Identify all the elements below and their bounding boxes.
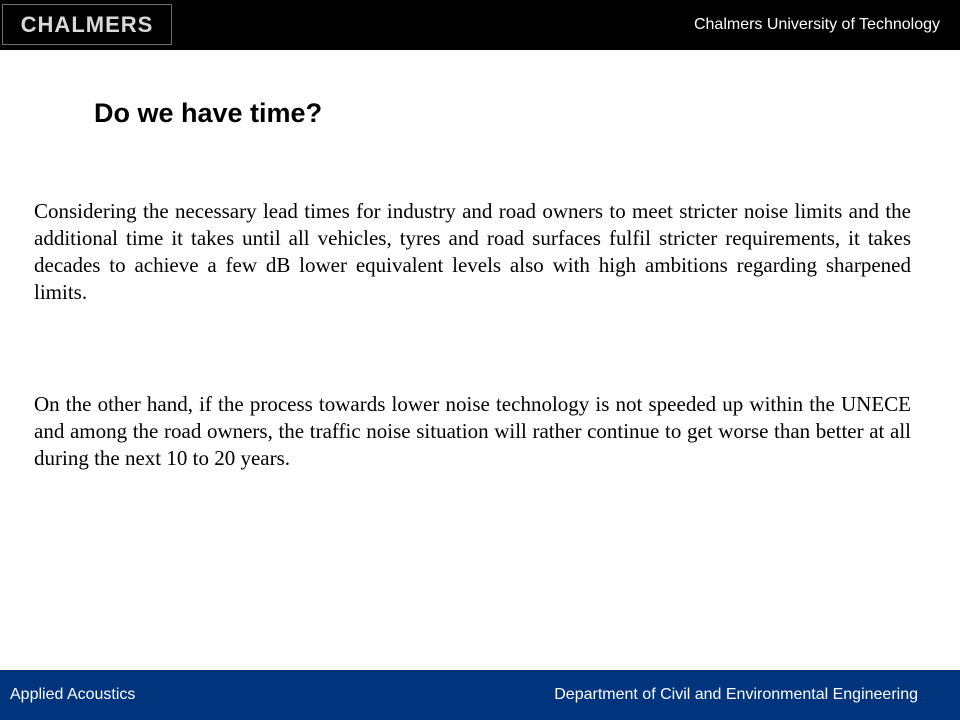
footer-division: Applied Acoustics [10, 686, 136, 703]
slide-title: Do we have time? [94, 98, 323, 128]
paragraph-other-hand: On the other hand, if the process towards lower noise technology is not speeded up within the UNECE and among the road owners, the traffic noise situation will rather continue to get worse than better at all during the next 10 to 20 years. [34, 392, 911, 470]
logo-text: CHALMERS [20, 11, 154, 37]
footer-bar [0, 670, 960, 720]
chalmers-logo [2, 4, 172, 45]
paragraph-lead-times: Considering the necessary lead times for industry and road owners to meet stricter noise limits and the additional time it takes until all vehicles, tyres and road surfaces fulfil stricter requirements, it takes decades to achieve a few dB lower equivalent levels also with high ambitions regarding sharpened limits. [34, 199, 911, 304]
footer-department: Department of Civil and Environmental Engineering [554, 686, 918, 703]
institution-name: Chalmers University of Technology [693, 16, 940, 33]
header-bar [0, 0, 960, 50]
